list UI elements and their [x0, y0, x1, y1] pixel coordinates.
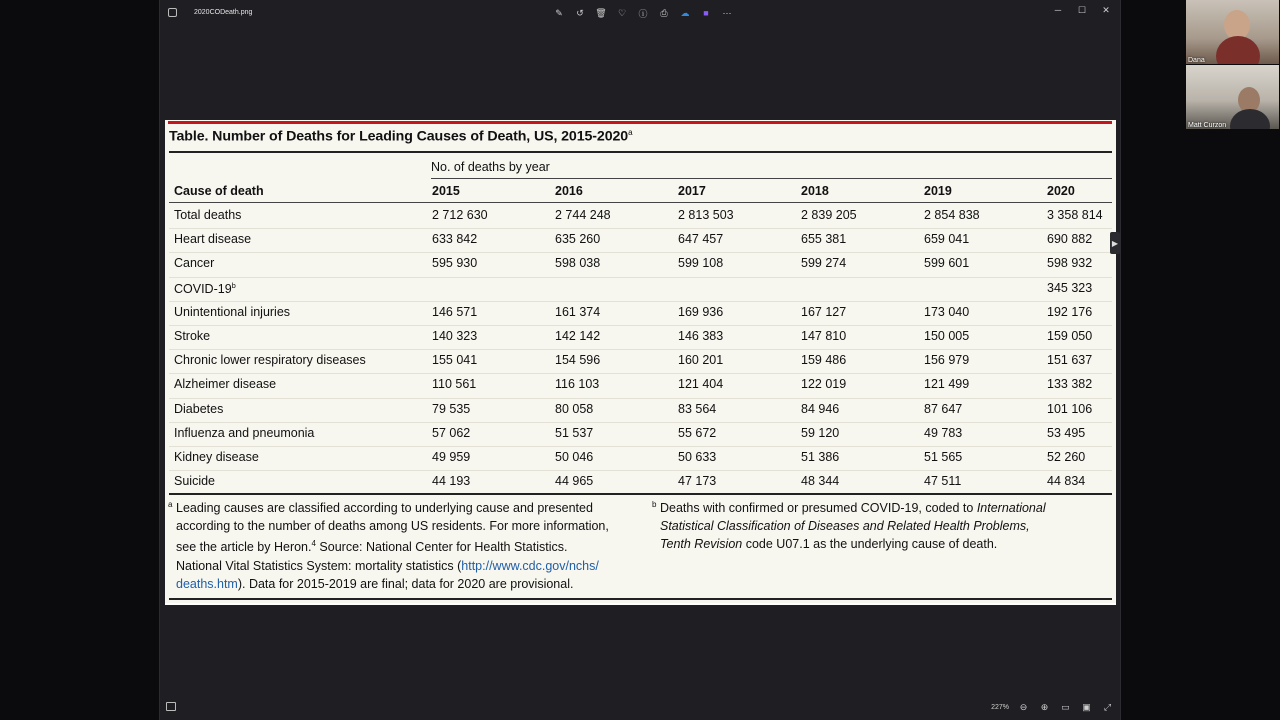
table-row — [169, 204, 1112, 228]
value-cell-2018: 59 120 — [801, 425, 840, 440]
table-caption — [169, 128, 632, 145]
image-bottom-rule — [169, 598, 1112, 600]
value-cell-2017: 55 672 — [678, 425, 717, 440]
value-cell-2016: 635 260 — [555, 232, 601, 247]
value-cell-2020: 159 050 — [1047, 329, 1093, 343]
zoom-out-icon[interactable]: ⊖ — [1019, 702, 1028, 712]
cause-column-header: Cause of death — [174, 184, 264, 198]
maximize-button[interactable]: ☐ — [1077, 4, 1087, 15]
value-cell-2017: 169 936 — [678, 304, 724, 319]
value-cell-2019: 51 565 — [924, 450, 963, 464]
value-cell-2019: 49 783 — [924, 425, 963, 440]
value-cell-2019: 121 499 — [924, 377, 970, 392]
cause-cell — [174, 208, 241, 222]
photo-viewer-window — [159, 0, 1121, 720]
value-cell-2019: 156 979 — [924, 353, 970, 368]
table-row — [169, 349, 1112, 373]
value-cell-2020: 345 323 — [1047, 280, 1093, 295]
fullscreen-icon[interactable]: ⤢ — [1103, 702, 1112, 712]
cause-cell — [174, 305, 290, 319]
table-bottom-rule — [169, 493, 1112, 495]
value-cell-2016: 161 374 — [555, 304, 601, 319]
value-cell-2015: 633 842 — [432, 232, 478, 247]
caption-footnote-mark: a — [628, 128, 633, 137]
footnote-a — [168, 499, 636, 593]
footnote-b-italic-2: Statistical Classification of Diseases and Related Health Problems, — [660, 519, 1030, 534]
value-cell-2018: 655 381 — [801, 232, 847, 247]
footnote-b-line-3 — [660, 535, 1080, 553]
table-row — [169, 373, 1112, 397]
value-cell-2017: 121 404 — [678, 377, 724, 392]
footnote-b-text: Deaths with confirmed or presumed COVID-19, coded to — [660, 501, 977, 515]
table-image — [165, 120, 1116, 605]
value-cell-2015: 140 323 — [432, 329, 478, 343]
value-cell-2019: 2 854 838 — [924, 208, 980, 222]
value-cell-2015: 146 571 — [432, 304, 478, 319]
zoom-level: 227% — [991, 704, 1009, 711]
title-bar — [160, 0, 1120, 26]
footnote-a-line-1: Leading causes are classified according to underlying cause and presented — [176, 501, 593, 515]
cause-label: Influenza and pneumonia — [174, 425, 315, 440]
cause-label: Cancer — [174, 256, 215, 271]
cause-label: Kidney disease — [174, 450, 259, 464]
edit-image-icon[interactable]: ✎ — [555, 7, 563, 18]
cause-label: Suicide — [174, 474, 215, 489]
footnote-a-source: Source: National Center for Health Statistics. — [315, 540, 568, 555]
delete-icon[interactable]: 🗑 — [595, 7, 607, 18]
cause-cell — [174, 281, 236, 296]
table-row — [169, 446, 1112, 470]
table-row — [169, 398, 1112, 422]
value-cell-2020: 598 932 — [1047, 256, 1093, 271]
value-cell-2020: 151 637 — [1047, 353, 1093, 368]
value-cell-2017: 146 383 — [678, 329, 724, 343]
value-cell-2018: 51 386 — [801, 450, 840, 464]
value-cell-2019: 173 040 — [924, 304, 970, 319]
file-name: 2020CODeath.png — [194, 9, 253, 16]
value-cell-2015: 595 930 — [432, 256, 478, 271]
cause-cell — [174, 232, 251, 246]
value-cell-2015: 155 041 — [432, 353, 478, 368]
footnote-a-line-2: according to the number of deaths among US residents. For more information, — [176, 519, 609, 534]
year-header-1: 2016 — [555, 184, 583, 198]
footnote-b — [652, 499, 1080, 554]
value-cell-2016: 598 038 — [555, 256, 601, 271]
cdc-link-part-2[interactable]: deaths.htm — [176, 576, 238, 591]
table-row — [169, 252, 1112, 276]
footnote-b-italic-3: Tenth Revision — [660, 537, 743, 552]
cause-label: Alzheimer disease — [174, 377, 277, 392]
cdc-link-part-1[interactable]: http://www.cdc.gov/nchs/ — [461, 558, 599, 573]
value-cell-2018: 2 839 205 — [801, 208, 857, 222]
value-cell-2015: 110 561 — [432, 377, 477, 392]
cause-cell — [174, 256, 214, 270]
participant-name: Dana — [1188, 57, 1205, 64]
year-header-0: 2015 — [432, 184, 460, 198]
cause-cell — [174, 377, 276, 391]
footnote-a-final: ). Data for 2015-2019 are final; data for 2020 are provisional. — [237, 576, 574, 591]
cause-label: Diabetes — [174, 401, 224, 416]
value-cell-2020: 52 260 — [1047, 450, 1086, 464]
cause-label: Chronic lower respiratory diseases — [174, 353, 366, 368]
filmstrip-icon[interactable] — [166, 702, 176, 711]
caption-text: Table. Number of Deaths for Leading Causes of Death, US, 2015-2020 — [169, 128, 629, 145]
value-cell-2018: 599 274 — [801, 256, 847, 271]
year-header-5: 2020 — [1047, 184, 1075, 198]
rotate-icon[interactable]: ↺ — [576, 7, 584, 18]
value-cell-2018: 167 127 — [801, 304, 847, 319]
value-cell-2020: 101 106 — [1047, 401, 1093, 416]
value-cell-2019: 87 647 — [924, 401, 963, 416]
value-cell-2017: 647 457 — [678, 232, 724, 247]
footnote-a-mark: a — [168, 500, 173, 509]
value-cell-2018: 84 946 — [801, 401, 840, 416]
value-cell-2016: 44 965 — [555, 474, 594, 489]
more-icon[interactable]: ⋯ — [722, 7, 732, 18]
value-cell-2018: 159 486 — [801, 353, 847, 368]
cause-cell — [174, 426, 314, 440]
value-cell-2019: 47 511 — [924, 474, 962, 489]
year-header-3: 2018 — [801, 184, 829, 198]
cause-cell — [174, 450, 259, 464]
cause-label: Unintentional injuries — [174, 304, 291, 319]
value-cell-2015: 79 535 — [432, 401, 471, 416]
value-cell-2019: 659 041 — [924, 232, 970, 247]
window-controls — [1050, 2, 1114, 18]
participant-name: Matt Curzon — [1188, 122, 1227, 129]
table-row — [169, 277, 1112, 301]
cause-label: Total deaths — [174, 208, 242, 222]
table-row — [169, 325, 1112, 349]
value-cell-2017: 599 108 — [678, 256, 724, 271]
actual-size-icon[interactable]: ▣ — [1082, 702, 1091, 712]
footnote-a-ref: 4 — [311, 539, 316, 549]
next-image-arrow-icon[interactable]: ▶ — [1110, 232, 1120, 254]
value-cell-2016: 2 744 248 — [555, 208, 611, 222]
cause-cell — [174, 353, 366, 367]
zoom-controls — [991, 701, 1114, 714]
value-cell-2020: 690 882 — [1047, 232, 1093, 247]
value-cell-2020: 133 382 — [1047, 377, 1093, 392]
value-cell-2016: 50 046 — [555, 450, 594, 464]
favorite-icon[interactable]: ♡ — [617, 7, 627, 18]
value-cell-2018: 122 019 — [801, 377, 847, 392]
value-cell-2016: 51 537 — [555, 425, 594, 440]
value-cell-2017: 2 813 503 — [678, 208, 734, 222]
footnote-b-tail: code U07.1 as the underlying cause of death. — [742, 537, 998, 552]
value-cell-2020: 53 495 — [1047, 425, 1086, 440]
value-cell-2020: 3 358 814 — [1047, 208, 1103, 222]
footnote-b-mark: b — [652, 500, 657, 509]
footnote-b-line-1 — [660, 499, 1080, 517]
cause-cell — [174, 329, 210, 343]
cause-label: Heart disease — [174, 232, 252, 247]
year-header-4: 2019 — [924, 184, 952, 198]
photos-app-icon — [168, 8, 177, 17]
close-button[interactable]: ✕ — [1102, 4, 1110, 15]
bottom-bar — [160, 698, 1120, 720]
value-cell-2015: 49 959 — [432, 450, 471, 464]
cause-footnote-mark: b — [231, 280, 236, 290]
table-row — [169, 301, 1112, 325]
footnote-a-line-5 — [176, 575, 636, 593]
zoom-in-icon[interactable]: ⊕ — [1040, 702, 1049, 712]
value-cell-2018: 147 810 — [801, 329, 847, 343]
viewer-toolbar — [552, 6, 734, 20]
footnote-a-line-3 — [176, 535, 636, 556]
info-icon[interactable]: ⓘ — [638, 8, 648, 19]
value-cell-2019: 599 601 — [924, 256, 970, 271]
red-top-bar — [168, 121, 1112, 124]
print-icon[interactable]: ⎙ — [660, 7, 668, 18]
table-row — [169, 470, 1112, 494]
group-header-rule — [431, 178, 1112, 179]
year-group-header: No. of deaths by year — [431, 160, 550, 174]
footnote-b-line-2 — [660, 517, 1080, 535]
value-cell-2015: 57 062 — [432, 425, 471, 440]
cause-cell — [174, 474, 215, 488]
value-cell-2016: 116 103 — [555, 377, 600, 392]
value-cell-2017: 160 201 — [678, 353, 724, 368]
minimize-button[interactable]: ─ — [1054, 5, 1062, 15]
value-cell-2016: 142 142 — [555, 329, 601, 343]
table-row — [169, 228, 1112, 252]
value-cell-2016: 154 596 — [555, 353, 601, 368]
footnote-b-italic-1: International — [976, 501, 1046, 515]
footnote-a-nvss: National Vital Statistics System: mortality statistics ( — [176, 558, 462, 573]
footnote-a-heron: see the article by Heron. — [176, 540, 312, 555]
value-cell-2017: 50 633 — [678, 450, 717, 464]
value-cell-2020: 192 176 — [1047, 304, 1093, 319]
onedrive-icon[interactable]: ☁ — [680, 7, 690, 18]
fit-to-window-icon[interactable]: ▭ — [1061, 702, 1070, 712]
value-cell-2017: 83 564 — [678, 401, 717, 416]
value-cell-2018: 48 344 — [801, 474, 840, 489]
value-cell-2016: 80 058 — [555, 401, 594, 416]
table-row — [169, 422, 1112, 446]
footnote-a-line-4 — [176, 557, 636, 575]
clipchamp-icon[interactable]: ■ — [703, 8, 709, 18]
participant-tile-matt[interactable] — [1186, 65, 1279, 129]
cause-cell — [174, 402, 223, 416]
cause-label: COVID-19 — [174, 281, 232, 296]
caption-rule — [169, 151, 1112, 153]
header-rule — [169, 202, 1112, 203]
value-cell-2015: 2 712 630 — [432, 208, 488, 222]
participant-tile-dana[interactable] — [1186, 0, 1279, 64]
year-header-2: 2017 — [678, 184, 706, 198]
value-cell-2020: 44 834 — [1047, 474, 1086, 489]
value-cell-2019: 150 005 — [924, 329, 970, 343]
value-cell-2017: 47 173 — [678, 474, 717, 489]
cause-label: Stroke — [174, 329, 211, 343]
value-cell-2015: 44 193 — [432, 474, 471, 489]
